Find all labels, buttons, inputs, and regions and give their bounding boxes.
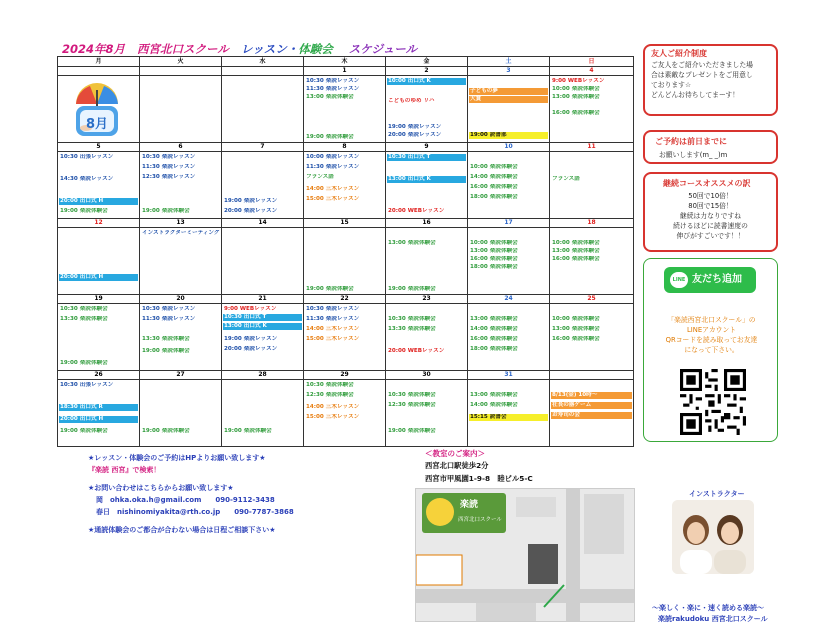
course-line: 80回で15倍！ — [688, 202, 733, 210]
calendar-event[interactable]: 16:00 楽読体験会 — [552, 110, 600, 116]
day-cell[interactable] — [140, 380, 222, 447]
calendar-event[interactable]: 11:30 楽読レッスン — [306, 164, 360, 170]
instructor-image — [672, 500, 754, 574]
reservation-box — [643, 130, 778, 164]
calendar-event[interactable]: 19:00 楽読体験会 — [142, 428, 190, 434]
day-cell[interactable] — [58, 76, 140, 143]
calendar-event[interactable]: 20:00 楽読レッスン — [388, 132, 442, 138]
day-cell[interactable] — [58, 152, 140, 219]
day-number: 30 — [386, 371, 468, 380]
reservation-line: お願いします(m_ _)m — [659, 151, 728, 159]
day-number: 23 — [386, 295, 468, 304]
day-cell[interactable] — [304, 76, 386, 143]
calendar-event[interactable]: 12:30 楽読レッスン — [142, 174, 196, 180]
day-cell[interactable] — [222, 380, 304, 447]
calendar-event[interactable]: 10:30 出張レッスン — [60, 382, 114, 388]
calendar-event[interactable]: 10:30 楽読体験会 — [60, 306, 108, 312]
day-cell[interactable] — [386, 76, 468, 143]
calendar-event[interactable]: フランス語 — [552, 176, 580, 182]
calendar-event[interactable]: 19:00 楽読レッスン — [224, 198, 278, 204]
tagline: ～楽しく・楽に・速く読める楽読～ — [652, 604, 764, 612]
line-description: 「楽読西宮北口スクール」の LINEアカウント QRコードを読み取ってお友達 になって下さい。 — [665, 316, 758, 354]
friend-line: 合は素敵なプレゼントをご用意し — [651, 71, 753, 79]
day-cell[interactable] — [386, 304, 468, 371]
day-cell[interactable] — [304, 304, 386, 371]
note-search: 『楽読 西宮』で検索！ — [88, 466, 161, 474]
day-number: 24 — [468, 295, 550, 304]
day-number: 22 — [304, 295, 386, 304]
friend-referral-box — [643, 44, 778, 116]
friend-line: どんどんお待ちしてまーす！ — [651, 91, 740, 99]
weekday-header: 水 — [222, 57, 304, 67]
calendar-event[interactable]: 9:00 WEBレッスン — [224, 306, 277, 312]
day-cell[interactable] — [140, 304, 222, 371]
calendar-event[interactable]: 19:00 楽読レッスン — [224, 336, 278, 342]
day-number — [222, 67, 304, 76]
calendar-event[interactable]: 14:00 三木レッスン — [306, 326, 360, 332]
day-cell[interactable] — [58, 380, 140, 447]
school-footer-name: 楽読rakudoku 西宮北口スクール — [658, 615, 768, 623]
calendar-event[interactable]: 13:00 楽読体験会 — [470, 316, 518, 322]
calendar-event[interactable]: 14:00 楽読体験会 — [470, 402, 518, 408]
access-address: 西宮市甲風園1-9-8 睦ビル5-C — [425, 474, 533, 483]
calendar-event[interactable]: 13:00 楽読体験会 — [552, 248, 600, 254]
day-number: 5 — [58, 143, 140, 152]
calendar-event[interactable]: 大賞 — [469, 96, 548, 103]
calendar-event[interactable]: 19:00 楽読体験会 — [142, 348, 190, 354]
weekday-header: 火 — [140, 57, 222, 67]
school-name: 楽読 — [460, 500, 479, 510]
day-number — [140, 67, 222, 76]
calendar-event[interactable]: 19:00 楽読体験会 — [142, 208, 190, 214]
calendar-event[interactable]: 19:00 楽読体験会 — [60, 360, 108, 366]
school-branch: 西宮北口スクール — [458, 517, 502, 523]
day-cell[interactable] — [304, 152, 386, 219]
calendar-event[interactable]: 10:30 出口式 T — [223, 314, 302, 321]
day-number: 17 — [468, 219, 550, 228]
august-label: 8月 — [85, 117, 109, 132]
reservation-title: ご予約は前日までに — [655, 137, 727, 146]
day-cell[interactable] — [304, 380, 386, 447]
calendar-event[interactable]: 10:00 楽読体験会 — [470, 164, 518, 170]
calendar-event[interactable]: 19:00 楽読レッスン — [388, 124, 442, 130]
day-cell[interactable] — [550, 152, 634, 219]
access-title: ＜教室のご案内＞ — [425, 449, 485, 458]
day-cell[interactable] — [550, 76, 634, 143]
page-title: 2024年8月 西宮北口スクール レッスン・体験会 スケジュール — [62, 42, 418, 56]
calendar-event[interactable]: 10:00 楽読体験会 — [552, 316, 600, 322]
day-cell[interactable] — [222, 152, 304, 219]
course-box — [643, 172, 778, 252]
friend-referral-title: 友人ご紹介制度 — [651, 49, 707, 58]
calendar-event[interactable]: 13:30 楽読体験会 — [388, 326, 436, 332]
day-number: 3 — [468, 67, 550, 76]
calendar-event[interactable]: 10:30 出張レッスン — [60, 154, 114, 160]
friend-line: ご友人をご紹介いただきました場 — [651, 61, 753, 69]
calendar-event[interactable]: 11:30 楽読レッスン — [306, 316, 360, 322]
day-number: 19 — [58, 295, 140, 304]
calendar-event[interactable]: 20:00 出口式 H — [59, 198, 138, 205]
day-number: 13 — [140, 219, 222, 228]
calendar-event[interactable]: 13:00 楽読体験会 — [470, 248, 518, 254]
calendar-event[interactable]: 18:30 出口式 R — [59, 404, 138, 411]
access-map[interactable] — [415, 488, 635, 622]
day-number: 18 — [550, 219, 634, 228]
day-number: 29 — [304, 371, 386, 380]
weekday-header: 土 — [468, 57, 550, 67]
calendar-event[interactable]: 13:30 楽読体験会 — [142, 336, 190, 342]
day-number: 27 — [140, 371, 222, 380]
calendar-event[interactable]: 13:30 楽読体験会 — [60, 316, 108, 322]
calendar-event[interactable]: 10:30 楽読レッスン — [142, 306, 196, 312]
day-number — [550, 371, 634, 380]
calendar-event[interactable]: 20:00 楽読レッスン — [224, 346, 278, 352]
calendar-event[interactable]: 10:30 楽読体験会 — [306, 382, 354, 388]
day-number: 26 — [58, 371, 140, 380]
calendar-event[interactable]: 10:00 楽読レッスン — [306, 154, 360, 160]
day-number: 12 — [58, 219, 140, 228]
day-number: 14 — [222, 219, 304, 228]
calendar-event[interactable]: 20:00 WEBレッスン — [388, 348, 445, 354]
calendar-event[interactable]: 10:00 出口式 K — [387, 78, 466, 85]
day-number: 8 — [304, 143, 386, 152]
calendar-event[interactable]: 16:00 楽読体験会 — [470, 184, 518, 190]
day-cell[interactable] — [550, 380, 634, 447]
calendar-event[interactable]: 10:30 楽読レッスン — [306, 78, 360, 84]
calendar-event[interactable]: フランス語 — [306, 174, 334, 180]
line-add-friend-button[interactable]: LINE 友だち追加 — [664, 267, 756, 293]
line-icon: LINE — [670, 272, 688, 288]
day-cell[interactable] — [58, 304, 140, 371]
calendar-event[interactable]: 20:00 WEBレッスン — [388, 208, 445, 214]
day-number: 31 — [468, 371, 550, 380]
calendar-event[interactable]: 19:00 読書部 — [469, 132, 548, 139]
day-cell[interactable] — [140, 152, 222, 219]
day-cell[interactable] — [386, 152, 468, 219]
day-number: 9 — [386, 143, 468, 152]
calendar-event[interactable]: 13:00 出口式 K — [387, 176, 466, 183]
calendar-event[interactable]: 15:15 読書会 — [469, 414, 548, 421]
day-number: 15 — [304, 219, 386, 228]
calendar-event[interactable]: 10:00 楽読体験会 — [552, 86, 600, 92]
calendar-event[interactable]: 11:30 楽読レッスン — [142, 316, 196, 322]
calendar-event[interactable]: 16:00 楽読体験会 — [470, 336, 518, 342]
weekday-header: 日 — [550, 57, 634, 67]
calendar-event[interactable]: 19:00 楽読体験会 — [388, 428, 436, 434]
calendar-event[interactable]: 16:00 楽読体験会 — [470, 256, 518, 262]
note-reservation: ★レッスン・体験会のご予約はHPよりお願い致します★ — [88, 454, 266, 462]
calendar-event[interactable]: 12:30 楽読体験会 — [388, 402, 436, 408]
calendar-event[interactable]: 16:00 楽読体験会 — [552, 336, 600, 342]
calendar-event[interactable]: 10:00 楽読体験会 — [470, 240, 518, 246]
calendar-event[interactable]: 10:00 楽読体験会 — [552, 240, 600, 246]
calendar-event[interactable]: 19:00 楽読体験会 — [224, 428, 272, 434]
day-number — [58, 67, 140, 76]
calendar-event[interactable]: 19:00 楽読体験会 — [306, 134, 354, 140]
friend-line: ております☆ — [651, 81, 692, 89]
calendar-event[interactable]: 社長の器ゲーム — [551, 402, 632, 409]
calendar-event[interactable]: 19:00 楽読体験会 — [306, 286, 354, 292]
day-cell[interactable] — [140, 76, 222, 143]
day-number: 10 — [468, 143, 550, 152]
weekday-header: 木 — [304, 57, 386, 67]
calendar-event[interactable]: 15:00 三木レッスン — [306, 196, 360, 202]
day-cell[interactable] — [468, 228, 550, 295]
august-illustration — [72, 82, 122, 138]
notes-section — [88, 452, 294, 536]
course-title: 継続コースオススメの訳 — [663, 179, 751, 188]
day-cell[interactable] — [222, 304, 304, 371]
day-cell[interactable] — [140, 228, 222, 295]
day-cell[interactable] — [58, 228, 140, 295]
day-cell[interactable] — [386, 228, 468, 295]
calendar-event[interactable]: 19:00 楽読体験会 — [60, 428, 108, 434]
day-number: 16 — [386, 219, 468, 228]
calendar-event[interactable]: 11:30 楽読レッスン — [142, 164, 196, 170]
day-cell[interactable] — [468, 76, 550, 143]
day-number: 2 — [386, 67, 468, 76]
note-schedule: ★通読体験会のご都合が合わない場合は日程ご相談下さい★ — [88, 526, 276, 534]
calendar-event[interactable]: 13:00 楽読体験会 — [388, 240, 436, 246]
calendar-event[interactable]: 子どもの夢 — [469, 88, 548, 95]
course-line: 続けるほどに読書速度の — [673, 222, 748, 230]
calendar-event[interactable]: 18:00 楽読体験会 — [470, 264, 518, 270]
course-line: 伸びがすごいです！！ — [676, 232, 745, 240]
school-sign — [422, 493, 506, 533]
calendar-event[interactable]: 19:00 楽読体験会 — [60, 208, 108, 214]
calendar-event[interactable]: 19:00 楽読体験会 — [388, 286, 436, 292]
calendar-event[interactable]: 13:00 楽読体験会 — [552, 94, 600, 100]
instructor-label: インストラクター — [689, 490, 745, 498]
day-cell[interactable] — [468, 304, 550, 371]
qr-code[interactable] — [680, 369, 746, 435]
calendar-event[interactable]: インストラクターミーティング — [142, 230, 220, 236]
course-line: 50回で10倍！ — [688, 192, 733, 200]
calendar-event[interactable]: 20:00 出口式 H — [59, 416, 138, 423]
calendar-event[interactable]: お寿司の会 — [551, 412, 632, 419]
calendar-event[interactable]: こどものゆめ リハ — [388, 98, 435, 104]
calendar-event[interactable]: 13:00 楽読体験会 — [306, 94, 354, 100]
day-cell[interactable] — [468, 380, 550, 447]
calendar-event[interactable]: 8/13(金) 10時～ — [551, 392, 632, 399]
day-cell[interactable] — [468, 152, 550, 219]
day-number: 20 — [140, 295, 222, 304]
day-cell[interactable] — [222, 228, 304, 295]
note-contact: ★お問い合わせはこちらからお願い致します★ — [88, 484, 234, 492]
calendar-event[interactable]: 20:00 楽読レッスン — [224, 208, 278, 214]
calendar-event[interactable]: 10:30 楽読体験会 — [388, 316, 436, 322]
day-number: 28 — [222, 371, 304, 380]
calendar-event[interactable]: 14:30 楽読レッスン — [60, 176, 114, 182]
calendar-event[interactable]: 18:00 楽読体験会 — [470, 346, 518, 352]
instructor-photo — [672, 500, 754, 574]
weekday-header: 月 — [58, 57, 140, 67]
day-number: 11 — [550, 143, 634, 152]
day-cell[interactable] — [550, 304, 634, 371]
day-cell[interactable] — [222, 76, 304, 143]
calendar-table — [57, 56, 634, 447]
calendar-event[interactable]: 13:00 出口式 K — [223, 323, 302, 330]
calendar-event[interactable]: 14:00 楽読体験会 — [470, 174, 518, 180]
calendar-event[interactable]: 20:00 出口式 H — [59, 274, 138, 281]
day-cell[interactable] — [386, 380, 468, 447]
calendar-event[interactable]: 10:30 楽読体験会 — [388, 392, 436, 398]
calendar-event[interactable]: 11:30 楽読レッスン — [306, 86, 360, 92]
calendar-event[interactable]: 13:00 楽読体験会 — [552, 326, 600, 332]
course-line: 継続は力なりですね — [679, 212, 742, 220]
school-logo-icon — [426, 498, 454, 526]
calendar-event[interactable]: 10:30 出口式 T — [387, 154, 466, 161]
calendar-event[interactable]: 18:00 楽読体験会 — [470, 194, 518, 200]
day-number: 25 — [550, 295, 634, 304]
calendar-event[interactable]: 13:00 楽読体験会 — [470, 392, 518, 398]
weekday-header: 金 — [386, 57, 468, 67]
calendar-event[interactable]: 16:00 楽読体験会 — [552, 256, 600, 262]
calendar-event[interactable]: 9:00 WEBレッスン — [552, 78, 605, 84]
access-station: 西宮北口駅徒歩2分 — [425, 461, 489, 470]
calendar-event[interactable]: 14:00 楽読体験会 — [470, 326, 518, 332]
contact-oka: 岡 ohka.oka.h@gmail.com 090-9112-3438 — [96, 496, 275, 504]
calendar-event[interactable]: 10:30 楽読レッスン — [306, 306, 360, 312]
day-number: 7 — [222, 143, 304, 152]
calendar-event[interactable]: 15:00 三木レッスン — [306, 336, 360, 342]
contact-kasuga: 春日 nishinomiyakita@rth.co.jp 090-7787-3868 — [96, 508, 294, 516]
day-number: 21 — [222, 295, 304, 304]
calendar-event[interactable]: 10:30 楽読レッスン — [142, 154, 196, 160]
day-number: 1 — [304, 67, 386, 76]
day-cell[interactable] — [550, 228, 634, 295]
day-cell[interactable] — [304, 228, 386, 295]
day-number: 6 — [140, 143, 222, 152]
calendar-event[interactable]: 14:00 三木レッスン — [306, 404, 360, 410]
day-number: 4 — [550, 67, 634, 76]
calendar-event[interactable]: 14:00 三木レッスン — [306, 186, 360, 192]
calendar-event[interactable]: 15:00 三木レッスン — [306, 414, 360, 420]
calendar-event[interactable]: 12:30 楽読体験会 — [306, 392, 354, 398]
line-box — [643, 258, 778, 442]
